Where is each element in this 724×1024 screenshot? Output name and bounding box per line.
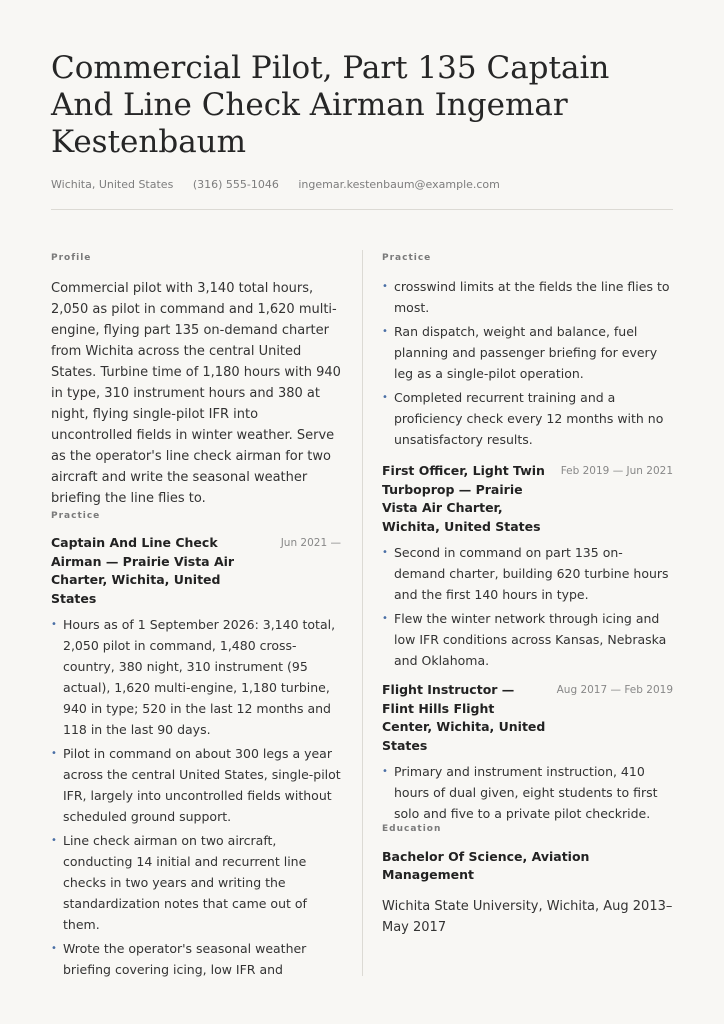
contact-info [51,178,673,191]
education-section-label: Education [382,824,442,834]
candidate-name: Commercial Pilot, Part 135 Captain And Line Check Airman Ingemar Kestenbaum [51,50,610,160]
left-column [51,253,341,983]
location-text: Wichita, United States [51,178,174,191]
column-divider [362,250,363,976]
profile-summary: Commercial pilot with 3,140 total hours, 2,050 as pilot in command and 1,620 multi-engine, flying part 135 on-demand charter from Wichita across the central United States. Turbine time of 1,180 hours with 940 in type, 310 instrument hours and 380 at night, flying single-pilot IFR into uncontrolled fields in winter weather. Serve as the operator's line check airman for two aircraft and write the seasonal weather briefing the line flies to. [51,281,341,506]
resume-header [51,50,673,191]
job-bullet: • Completed recurrent training and a proficiency check every 12 months with no unsatisfactory results. [382,387,673,450]
education-degree: Bachelor Of Science, Aviation Management [382,849,590,882]
job-entry [382,681,673,824]
phone-text: (316) 555-1046 [192,178,279,191]
email-link[interactable]: ingemar.kestenbaum@example.com [298,178,500,191]
job-title: First Officer, Light Twin Turboprop — Prairie Vista Air Charter, Wichita, United States [382,463,545,534]
job-date: Feb 2019 — Jun 2021 [560,465,673,477]
practice-section-label: Practice [382,253,432,263]
practice-section-label: Practice [51,511,101,521]
job-bullet: • Hours as of 1 September 2026: 3,140 total, 2,050 pilot in command, 1,480 cross-country, 380 night, 310 instrument (95 actual), 1,620 multi-engine, 1,180 turbine, 940 in type; 520 in the last 12 months and 118 in the last 90 days. [51,614,341,740]
job-bullet: • Second in command on part 135 on-demand charter, building 620 turbine hours and the first 140 hours in type. [382,542,673,605]
profile-section-label: Profile [51,253,92,263]
continued-bullets [382,276,673,450]
education-school: Wichita State University, Wichita, Aug 2013–May 2017 [382,899,673,935]
job-bullet: • Wrote the operator's seasonal weather briefing covering icing, low IFR and [51,938,341,980]
job-bullet: • Ran dispatch, weight and balance, fuel planning and passenger briefing for every leg as a single-pilot operation. [382,321,673,384]
job-bullets [382,542,673,671]
job-title: Flight Instructor — Flint Hills Flight Center, Wichita, United States [382,682,546,753]
job-bullet: • crosswind limits at the fields the line flies to most. [382,276,673,318]
job-bullet: • Line check airman on two aircraft, conducting 14 initial and recurrent line checks in two years and writing the standardization notes that came out of them. [51,830,341,935]
job-entry [382,462,673,671]
job-entry [51,534,341,980]
right-column [382,253,673,938]
header-divider [51,209,673,210]
job-bullet: • Primary and instrument instruction, 410 hours of dual given, eight students to first solo and five to a private pilot checkride. [382,761,673,824]
job-bullets [382,761,673,824]
job-bullet: • Pilot in command on about 300 legs a year across the central United States, single-pilot IFR, largely into uncontrolled fields without scheduled ground support. [51,743,341,827]
job-title: Captain And Line Check Airman — Prairie Vista Air Charter, Wichita, United States [51,535,235,606]
job-bullets [51,614,341,980]
job-bullet: • Flew the winter network through icing and low IFR conditions across Kansas, Nebraska and Oklahoma. [382,608,673,671]
job-date: Jun 2021 — [280,537,341,549]
job-date: Aug 2017 — Feb 2019 [556,684,673,696]
